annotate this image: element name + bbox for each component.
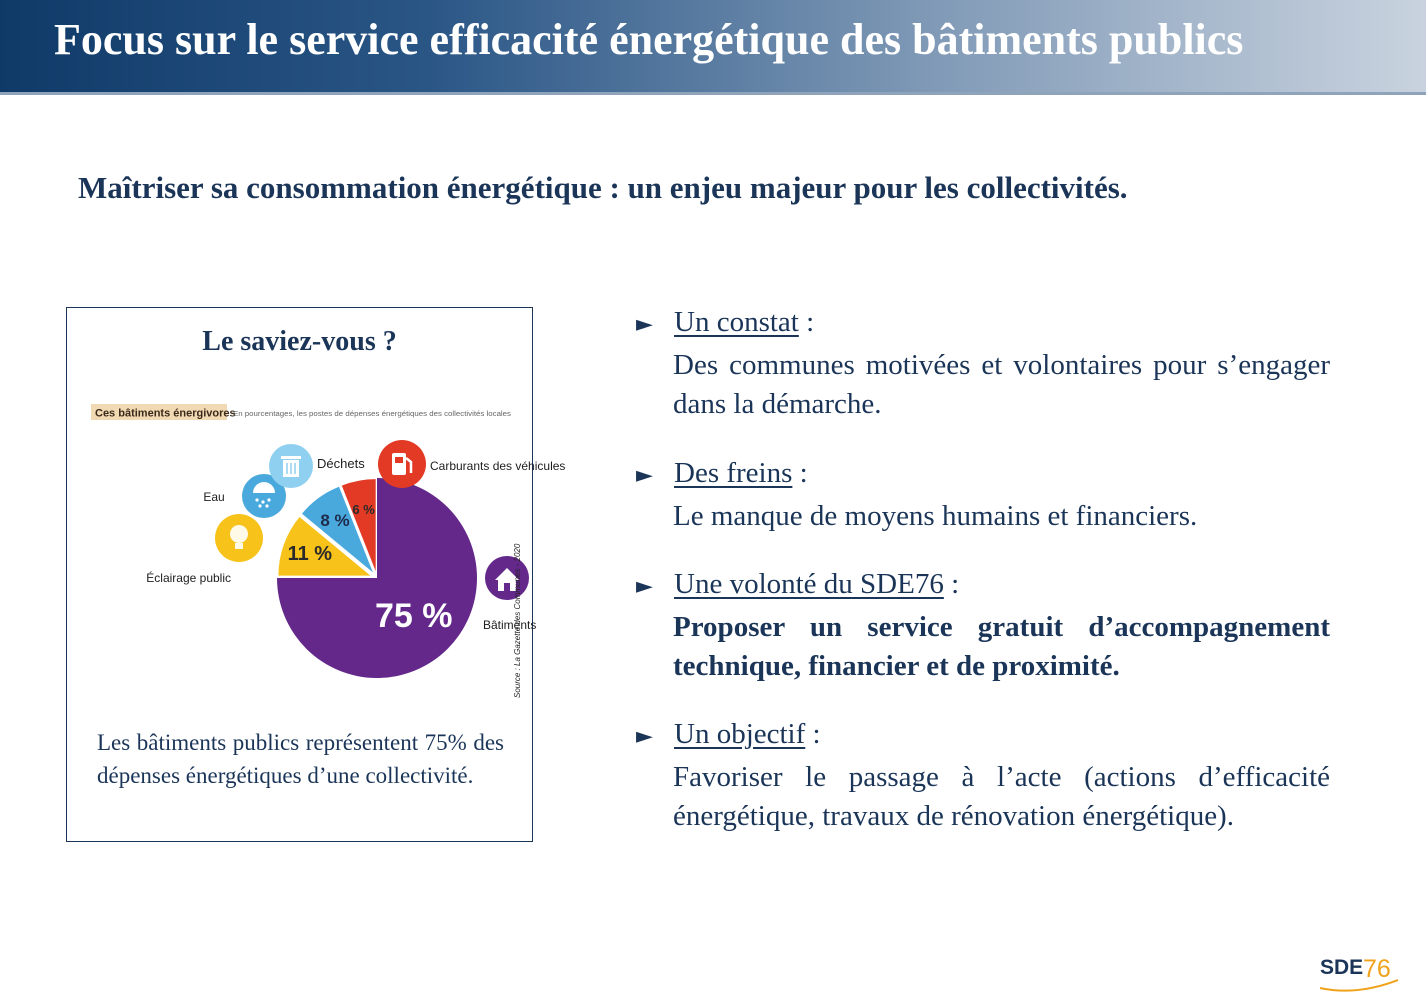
bullet-arrow-icon: ► xyxy=(636,463,653,488)
bullet-arrow-icon: ► xyxy=(636,724,653,749)
chart-source: Source : La Gazette des Communes - 2020 xyxy=(513,543,522,698)
bullet-arrow-icon: ► xyxy=(636,574,653,599)
page-title: Focus sur le service efficacité énergétique des bâtiments publics xyxy=(54,15,1244,64)
bullet-heading-sep: : xyxy=(792,457,808,489)
bullet-heading-text: Une volonté du SDE76 xyxy=(674,568,944,600)
fuel-pump-icon xyxy=(378,440,426,488)
bullet-heading-sep: : xyxy=(798,306,815,338)
bullet-heading xyxy=(674,718,821,751)
slice-value-label-eclairage: 11 % xyxy=(287,542,333,565)
category-label-dechets: Déchets xyxy=(317,456,365,471)
category-label-batiments: Bâtiments xyxy=(483,618,537,632)
bullet-body: Favoriser le passage à l’acte (actions d’efficacité énergétique, travaux de rénovation énergétique). xyxy=(673,761,1330,832)
bullet-heading-text: Un objectif xyxy=(674,718,806,750)
info-box-caption: Les bâtiments publics représentent 75% des dépenses énergétiques d’une collectivité. xyxy=(97,730,504,788)
sde76-logo xyxy=(1316,950,1406,994)
bullet-heading-text: Des freins xyxy=(674,457,793,489)
trash-icon xyxy=(269,444,313,488)
bullet-heading xyxy=(674,306,814,339)
bullet-body: Le manque de moyens humains et financiers. xyxy=(673,500,1198,532)
bullet-arrow-icon: ► xyxy=(636,312,653,337)
bullet-heading-text: Un constat xyxy=(674,306,799,338)
logo-text-sde: SDE xyxy=(1320,956,1364,979)
pie-slice-batiments xyxy=(277,478,477,678)
category-label-eclairage-text: Éclairage public xyxy=(146,571,231,585)
info-box xyxy=(66,307,566,842)
house-icon xyxy=(485,556,529,600)
info-box-title: Le saviez-vous ? xyxy=(202,326,397,357)
bullet-heading-sep: : xyxy=(805,718,821,750)
pie-slices xyxy=(277,478,477,678)
slice-value-label-eau: 8 % xyxy=(320,511,350,531)
title-banner xyxy=(0,0,1426,95)
bullet-body: Proposer un service gratuit d’accompagnement technique, financier et de proximité. xyxy=(673,611,1330,682)
slice-value-label-batiments: 75 % xyxy=(375,596,453,635)
energy-pie-chart xyxy=(87,398,566,718)
bullet-heading xyxy=(674,457,808,490)
category-label-eau: Eau xyxy=(203,490,225,504)
logo-text-76: 76 xyxy=(1363,955,1391,983)
page-subtitle: Maîtriser sa consommation énergétique : un enjeu majeur pour les collectivités. xyxy=(78,170,1128,205)
category-label-eclairage xyxy=(146,570,231,585)
chart-subtitle: En pourcentages, les postes de dépenses énergétiques des collectivités locales xyxy=(233,411,512,418)
bullet-body: Des communes motivées et volontaires pour s’engager dans la démarche. xyxy=(673,349,1330,420)
bullet-heading-sep: : xyxy=(943,568,960,600)
category-label-carburants: Carburants des véhicules xyxy=(430,459,566,473)
slice-value-label-carburants: 6 % xyxy=(352,501,375,517)
chart-title: Ces bâtiments énergivores xyxy=(95,407,236,420)
bullet-heading xyxy=(674,568,959,601)
chart-header xyxy=(91,404,512,420)
lightbulb-icon xyxy=(215,514,263,562)
